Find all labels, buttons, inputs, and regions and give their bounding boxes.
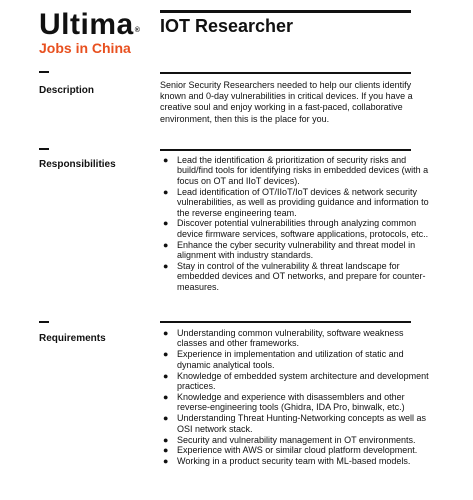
- bullet-icon: ●: [163, 349, 169, 360]
- company-logo: [39, 8, 140, 42]
- description-rule: [160, 72, 411, 74]
- list-item: ● Security and vulnerability management in OT environments.: [163, 434, 416, 445]
- bullet-icon: ●: [163, 391, 169, 402]
- bullet-icon: ●: [163, 186, 169, 197]
- list-item: ● Enhance the cyber security vulnerability and threat model in alignment with industry standards.: [163, 239, 416, 261]
- bullet-icon: ●: [163, 370, 169, 381]
- list-item: ● Understanding Threat Hunting-Networking concepts as well as OSI network stack.: [163, 413, 426, 434]
- list-item: ● Lead the identification & prioritization of security risks and build/find tools for identifying risks in embedded devices (with a focus on OT and IIoT devices).: [163, 155, 429, 186]
- description-label: Description: [39, 85, 95, 96]
- title-rule: [160, 10, 411, 13]
- bullet-icon: ●: [163, 413, 169, 424]
- bullet-icon: ●: [163, 456, 169, 467]
- description-dash: [39, 71, 49, 73]
- requirements-label: Requirements: [39, 333, 106, 344]
- requirements-list: [160, 328, 435, 467]
- responsibilities-rule: [160, 149, 411, 151]
- responsibilities-list: [160, 155, 435, 293]
- trademark-symbol: ®: [134, 27, 141, 34]
- list-item: ● Lead identification of OT/IIoT/IoT devices & network security vulnerabilities, as well as providing guidance and information to the reverse engineering team.: [163, 186, 429, 218]
- brand-subtitle: Jobs in China: [39, 40, 131, 56]
- bullet-icon: ●: [163, 218, 169, 229]
- bullet-icon: ●: [163, 445, 169, 456]
- responsibilities-dash: [39, 148, 49, 150]
- logo-text: Ultima: [39, 8, 134, 41]
- description-text: Senior Security Researchers needed to help our clients identify known and 0-day vulnerabilities in critical devices. If you have a creative soul and enjoy working in a fast-paced, collaborative environment, then this is the place for you.: [160, 80, 413, 124]
- bullet-icon: ●: [163, 155, 169, 165]
- list-item: ● Understanding common vulnerability, software weakness classes and other frameworks.: [163, 328, 404, 349]
- bullet-icon: ●: [163, 239, 169, 250]
- responsibilities-label: Responsibilities: [39, 159, 116, 170]
- bullet-icon: ●: [163, 261, 169, 272]
- list-item: ● Knowledge of embedded system architecture and development practices.: [163, 370, 429, 392]
- list-item: ● Knowledge and experience with disassemblers and other reverse-engineering tools (Ghidra, IDA Pro, binwalk, etc.): [163, 391, 405, 413]
- bullet-icon: ●: [163, 328, 169, 338]
- list-item: ● Working in a product security team with ML-based models.: [163, 456, 411, 467]
- list-item: ● Discover potential vulnerabilities through analyzing common device firmware services, software applications, protocols, etc..: [163, 218, 429, 239]
- requirements-dash: [39, 321, 49, 323]
- bullet-icon: ●: [163, 434, 169, 445]
- job-title: IOT Researcher: [160, 16, 294, 36]
- requirements-rule: [160, 321, 411, 323]
- list-item: ● Stay in control of the vulnerability & threat landscape for embedded devices and OT networks, and prepare for counter-measures.: [163, 261, 426, 292]
- list-item: ● Experience in implementation and utilization of static and dynamic analytical tools.: [163, 349, 404, 370]
- list-item: ● Experience with AWS or similar cloud platform development.: [163, 445, 418, 456]
